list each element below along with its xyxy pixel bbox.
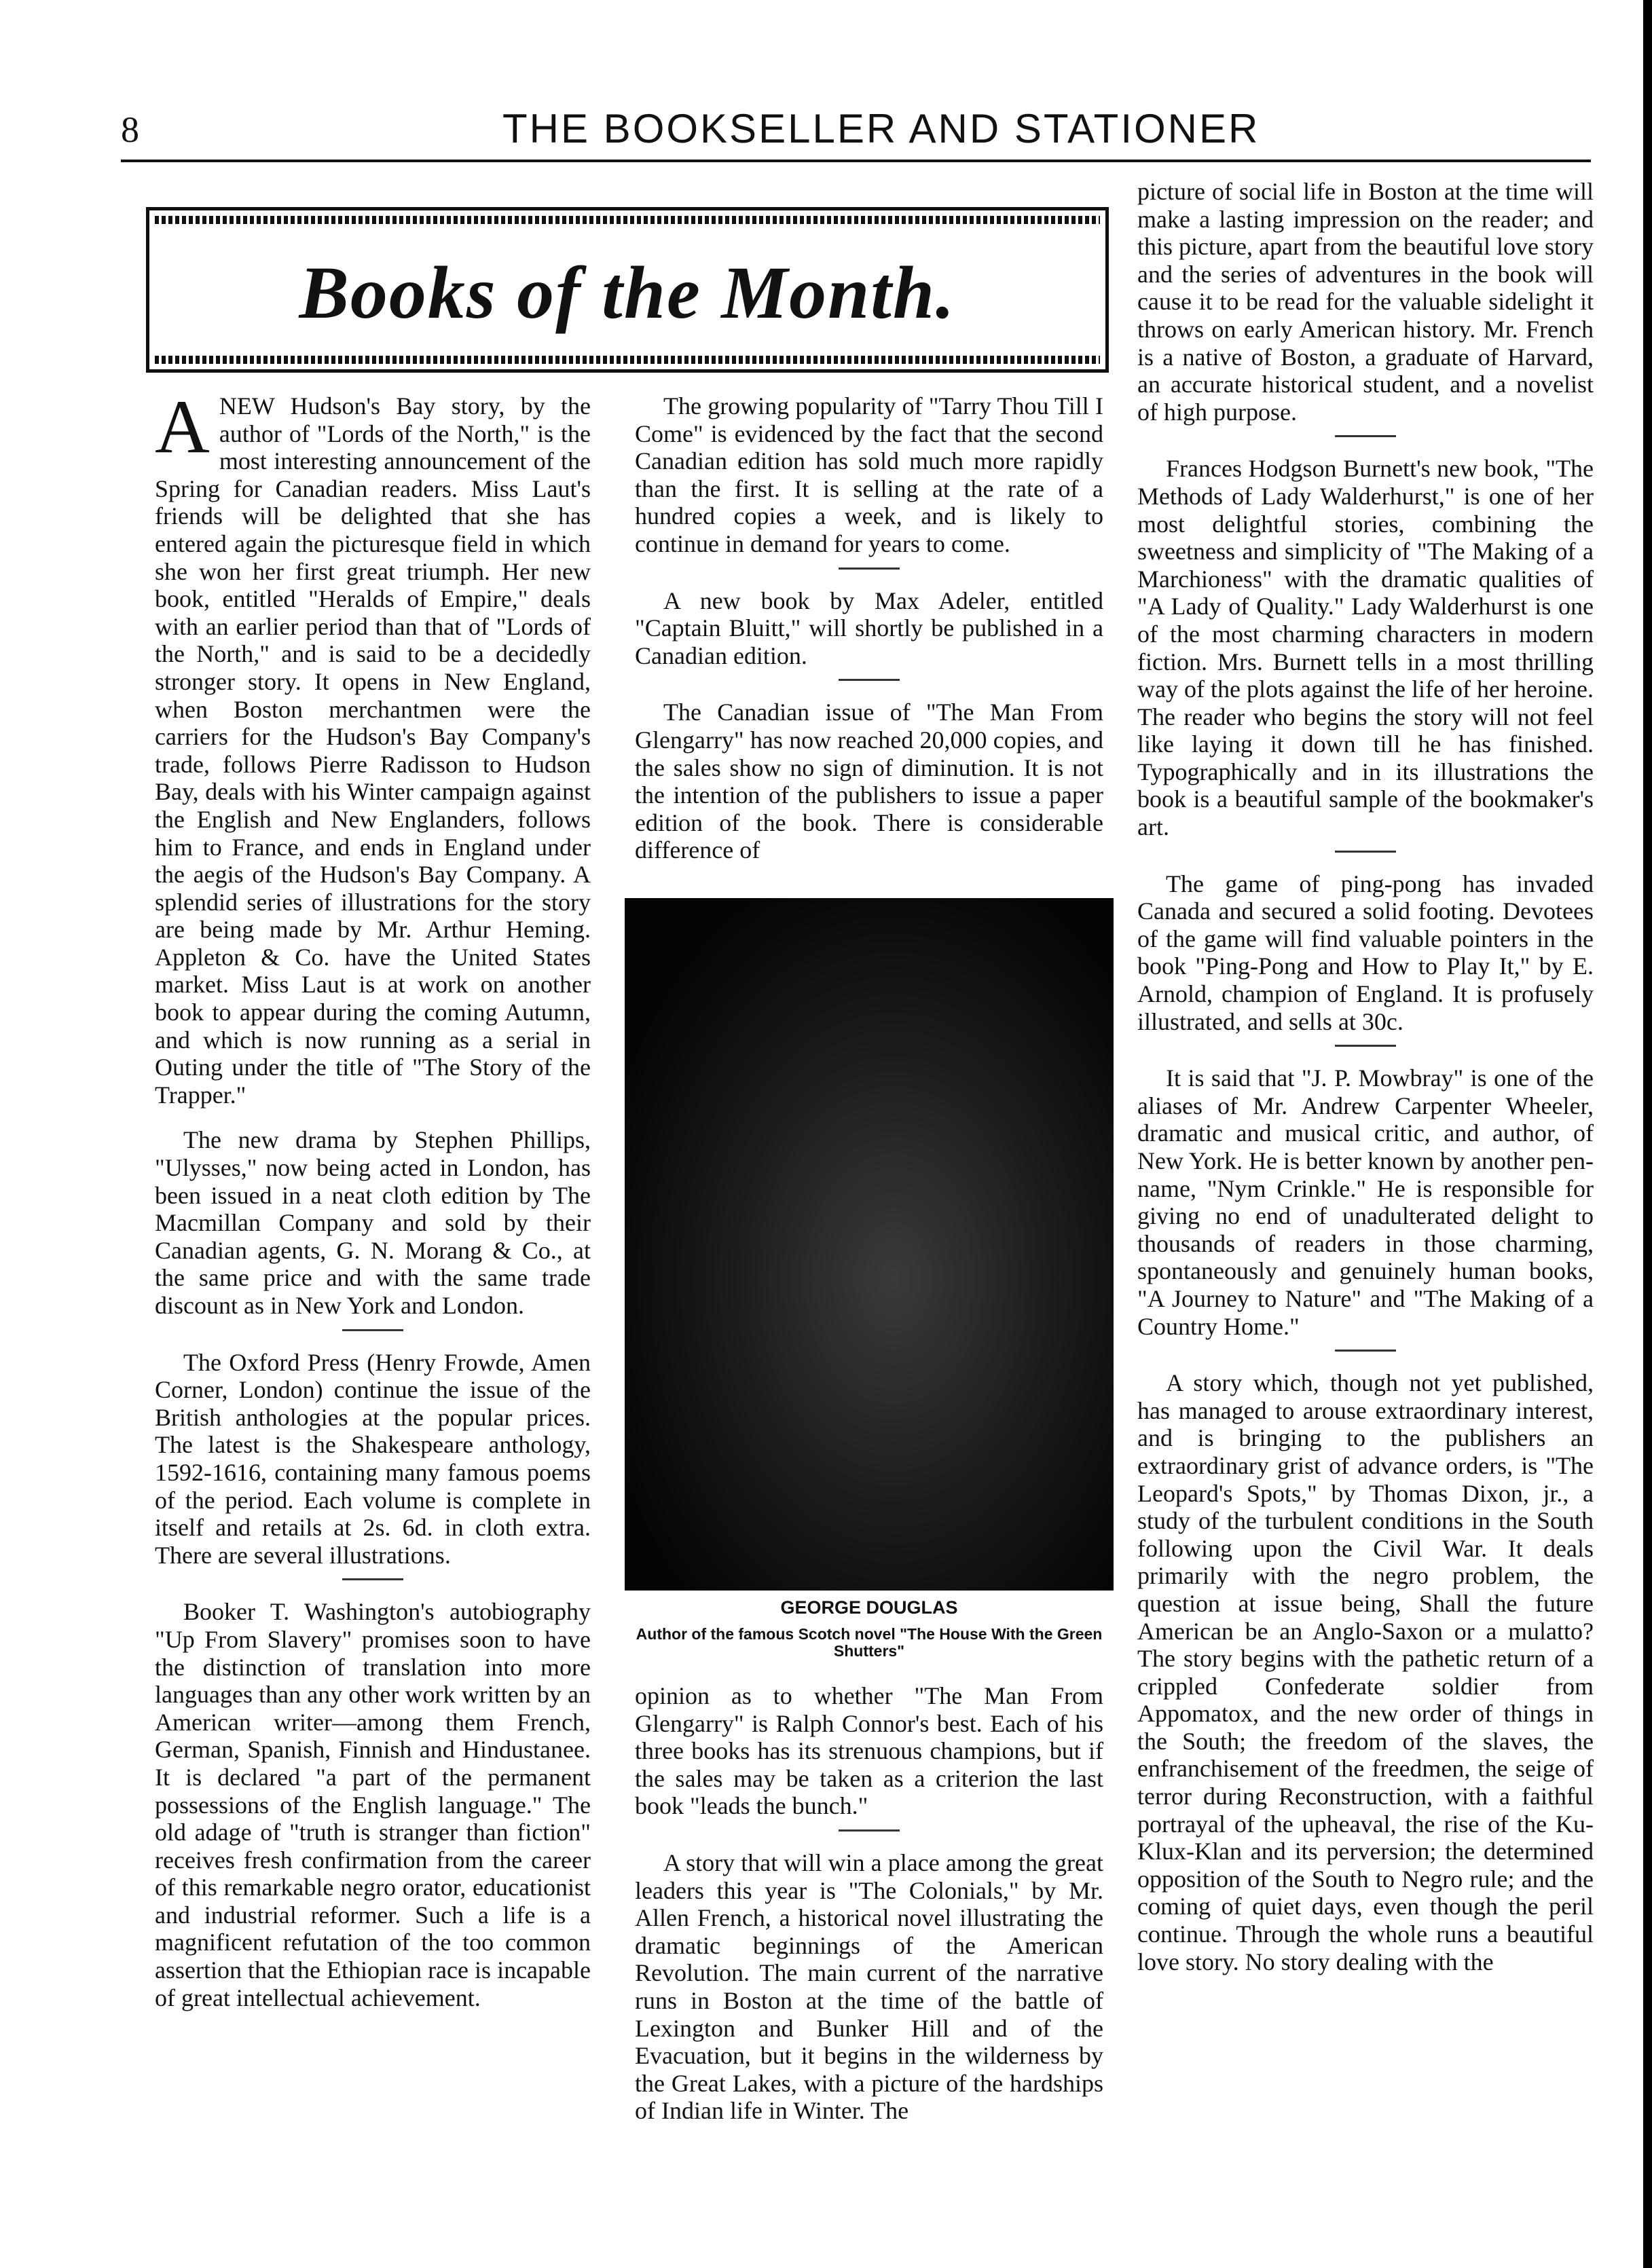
separator	[342, 1329, 403, 1331]
column-2-bottom	[635, 1682, 1103, 2125]
article-9: Frances Hodgson Burnett's new book, "The Methods of Lady Walderhurst," is one of her most delightful stories, combining the sweetness and simplicity of "The Making of a Marchioness" with the dramatic qualities of "A Lady of Quality." Lady Walderhurst is one of the most charming characters in modern fiction. Mrs. Burnett tells in a most thrilling way of the plots against the life of her heroine. The reader who begins the story will not feel like laying it down till he has finished. Typographically and in its illustrations the book is a beautiful sample of the bookmaker's art.	[1137, 455, 1594, 841]
article-7-continued: opinion as to whether "The Man From Glengarry" is Ralph Connor's best. Each of his three books has its strenuous champions, but if the sales may be taken as a criterion the last book "leads the bunch."	[635, 1682, 1103, 1820]
article-1-text: NEW Hudson's Bay story, by the author of "Lords of the North," is the most interesting announcement of the Spring for Canadian readers. Miss Laut's friends will be delighted that she has entered again the picturesque field in which she won her first great triumph. Her new book, entitled "Heralds of Empire," deals with an earlier period than that of "Lords of the North," and is said to be a decidedly stronger story. It opens in New England, when Boston merchantmen were the carriers for the Hudson's Bay Company's trade, follows Pierre Radisson to Hudson Bay, deals with his Winter campaign against the English and New Englanders, follows him to France, and ends in England under the aegis of the Hudson's Bay Company. A splendid series of illustrations for the story are being made by Mr. Arthur Heming. Appleton & Co. have the United States market. Miss Laut is at work on another book to appear during the coming Autumn, and which is now running as a serial in Outing under the title of "The Story of the Trapper."	[155, 392, 591, 1109]
article-1	[155, 385, 591, 1109]
article-5: The growing popularity of "Tarry Thou Till I Come" is evidenced by the fact that the second Canadian edition has sold much more rapidly than the first. It is selling at the rate of a hundred copies a week, and is likely to continue in demand for years to come.	[635, 392, 1103, 557]
separator	[839, 679, 900, 681]
scan-edge	[1643, 0, 1652, 2268]
separator	[1335, 851, 1396, 853]
article-7: The Canadian issue of "The Man From Glengarry" has now reached 20,000 copies, and the sales show no sign of diminution. It is not the intention of the publishers to issue a paper edition of the book. There is considerable difference of	[635, 699, 1103, 864]
column-1	[155, 385, 591, 2011]
article-8: A story that will win a place among the great leaders this year is "The Colonials," by Mr. Allen French, a historical novel illustrating the dramatic beginnings of the American Revolution. The main current of the narrative runs in Boston at the time of the battle of Lexington and Bunker Hill and of the Evacuation, but it begins in the wilderness by the Great Lakes, with a picture of the hardships of Indian life in Winter. The	[635, 1848, 1103, 2125]
header-rule	[121, 160, 1591, 162]
article-11: It is said that "J. P. Mowbray" is one of the aliases of Mr. Andrew Carpenter Wheeler, dramatic and musical critic, and author, of New York. He is better known by another pen-name, "Nym Crinkle." He is responsible for giving no end of unadulterated delight to thousands of readers in those charming, spontaneously and genuinely human books, "A Journey to Nature" and "The Making of a Country Home."	[1137, 1064, 1594, 1340]
photo-name: GEORGE DOUGLAS	[780, 1597, 958, 1618]
article-10: The game of ping-pong has invaded Canada and secured a solid footing. Devotees of the game will find valuable pointers in the book "Ping-Pong and How to Play It," by E. Arnold, champion of England. It is profusely illustrated, and sells at 30c.	[1137, 870, 1594, 1035]
section-title-box	[146, 207, 1109, 373]
section-title: Books of the Month.	[299, 251, 956, 334]
separator	[839, 568, 900, 570]
article-8-continued: picture of social life in Boston at the time will make a lasting impression on the reader; and this picture, apart from the beautiful love story and the series of adventures in the book will cause it to be read for the valuable sidelight it throws on early American history. Mr. French is a native of Boston, a graduate of Harvard, an accurate historical student, and a novelist of high purpose.	[1137, 178, 1594, 426]
separator	[1335, 435, 1396, 437]
column-2-top	[635, 392, 1103, 864]
article-12: A story which, though not yet published, has managed to arouse extraordinary interest, and is bringing to the publishers an extraordinary grist of advance orders, is "The Leopard's Spots," by Thomas Dixon, jr., a study of the turbulent conditions in the South following upon the Civil War. It deals primarily with the negro problem, the question at issue being, Shall the future American be an Anglo-Saxon or a mulatto? The story begins with the pathetic return of a crippled Confederate soldier from Appomatox, and the new order of things in the South; the freedom of the slaves, the enfranchisement of the freedmen, the seige of terror during Reconstruction, with a faithful portrayal of the upheaval, the rise of the Ku-Klux-Klan and its perversion; the determined opposition of the South to Negro rule; and the coming of quiet days, even though the peril continue. Through the whole runs a beautiful love story. No story dealing with the	[1137, 1369, 1594, 1975]
article-6: A new book by Max Adeler, entitled "Captain Bluitt," will shortly be published in a Canadian edition.	[635, 587, 1103, 669]
drop-cap: A	[155, 385, 210, 469]
separator	[342, 1578, 403, 1580]
column-3	[1137, 178, 1594, 1975]
article-2: The new drama by Stephen Phillips, "Ulysses," now being acted in London, has been issued in a neat cloth edition by The Macmillan Company and sold by their Canadian agents, G. N. Morang & Co., at the same price and with the same trade discount as in New York and London.	[155, 1126, 591, 1319]
separator	[1335, 1045, 1396, 1047]
separator	[1335, 1350, 1396, 1352]
running-head: THE BOOKSELLER AND STATIONER	[502, 106, 1260, 151]
article-4: Booker T. Washington's autobiography "Up From Slavery" promises soon to have the distinction of translation into more languages than any other work written by an American writer—among them French, German, Spanish, Finnish and Hindustanee. It is declared "a part of the permanent possessions of the English language." The old adage of "truth is stranger than fiction" receives fresh confirmation from the career of this remarkable negro orator, educationist and industrial reformer. Such a life is a magnificent refutation of the too common assertion that the Ethiopian race is incapable of great intellectual achievement.	[155, 1598, 591, 2011]
author-portrait	[625, 898, 1114, 1591]
separator	[839, 1829, 900, 1832]
article-3: The Oxford Press (Henry Frowde, Amen Corner, London) continue the issue of the British anthologies at the popular prices. The latest is the Shakespeare anthology, 1592-1616, containing many famous poems of the period. Each volume is complete in itself and retails at 2s. 6d. in cloth extra. There are several illustrations.	[155, 1348, 591, 1569]
photo-caption: Author of the famous Scotch novel "The House With the Green Shutters"	[636, 1625, 1103, 1660]
page-number: 8	[121, 109, 139, 150]
